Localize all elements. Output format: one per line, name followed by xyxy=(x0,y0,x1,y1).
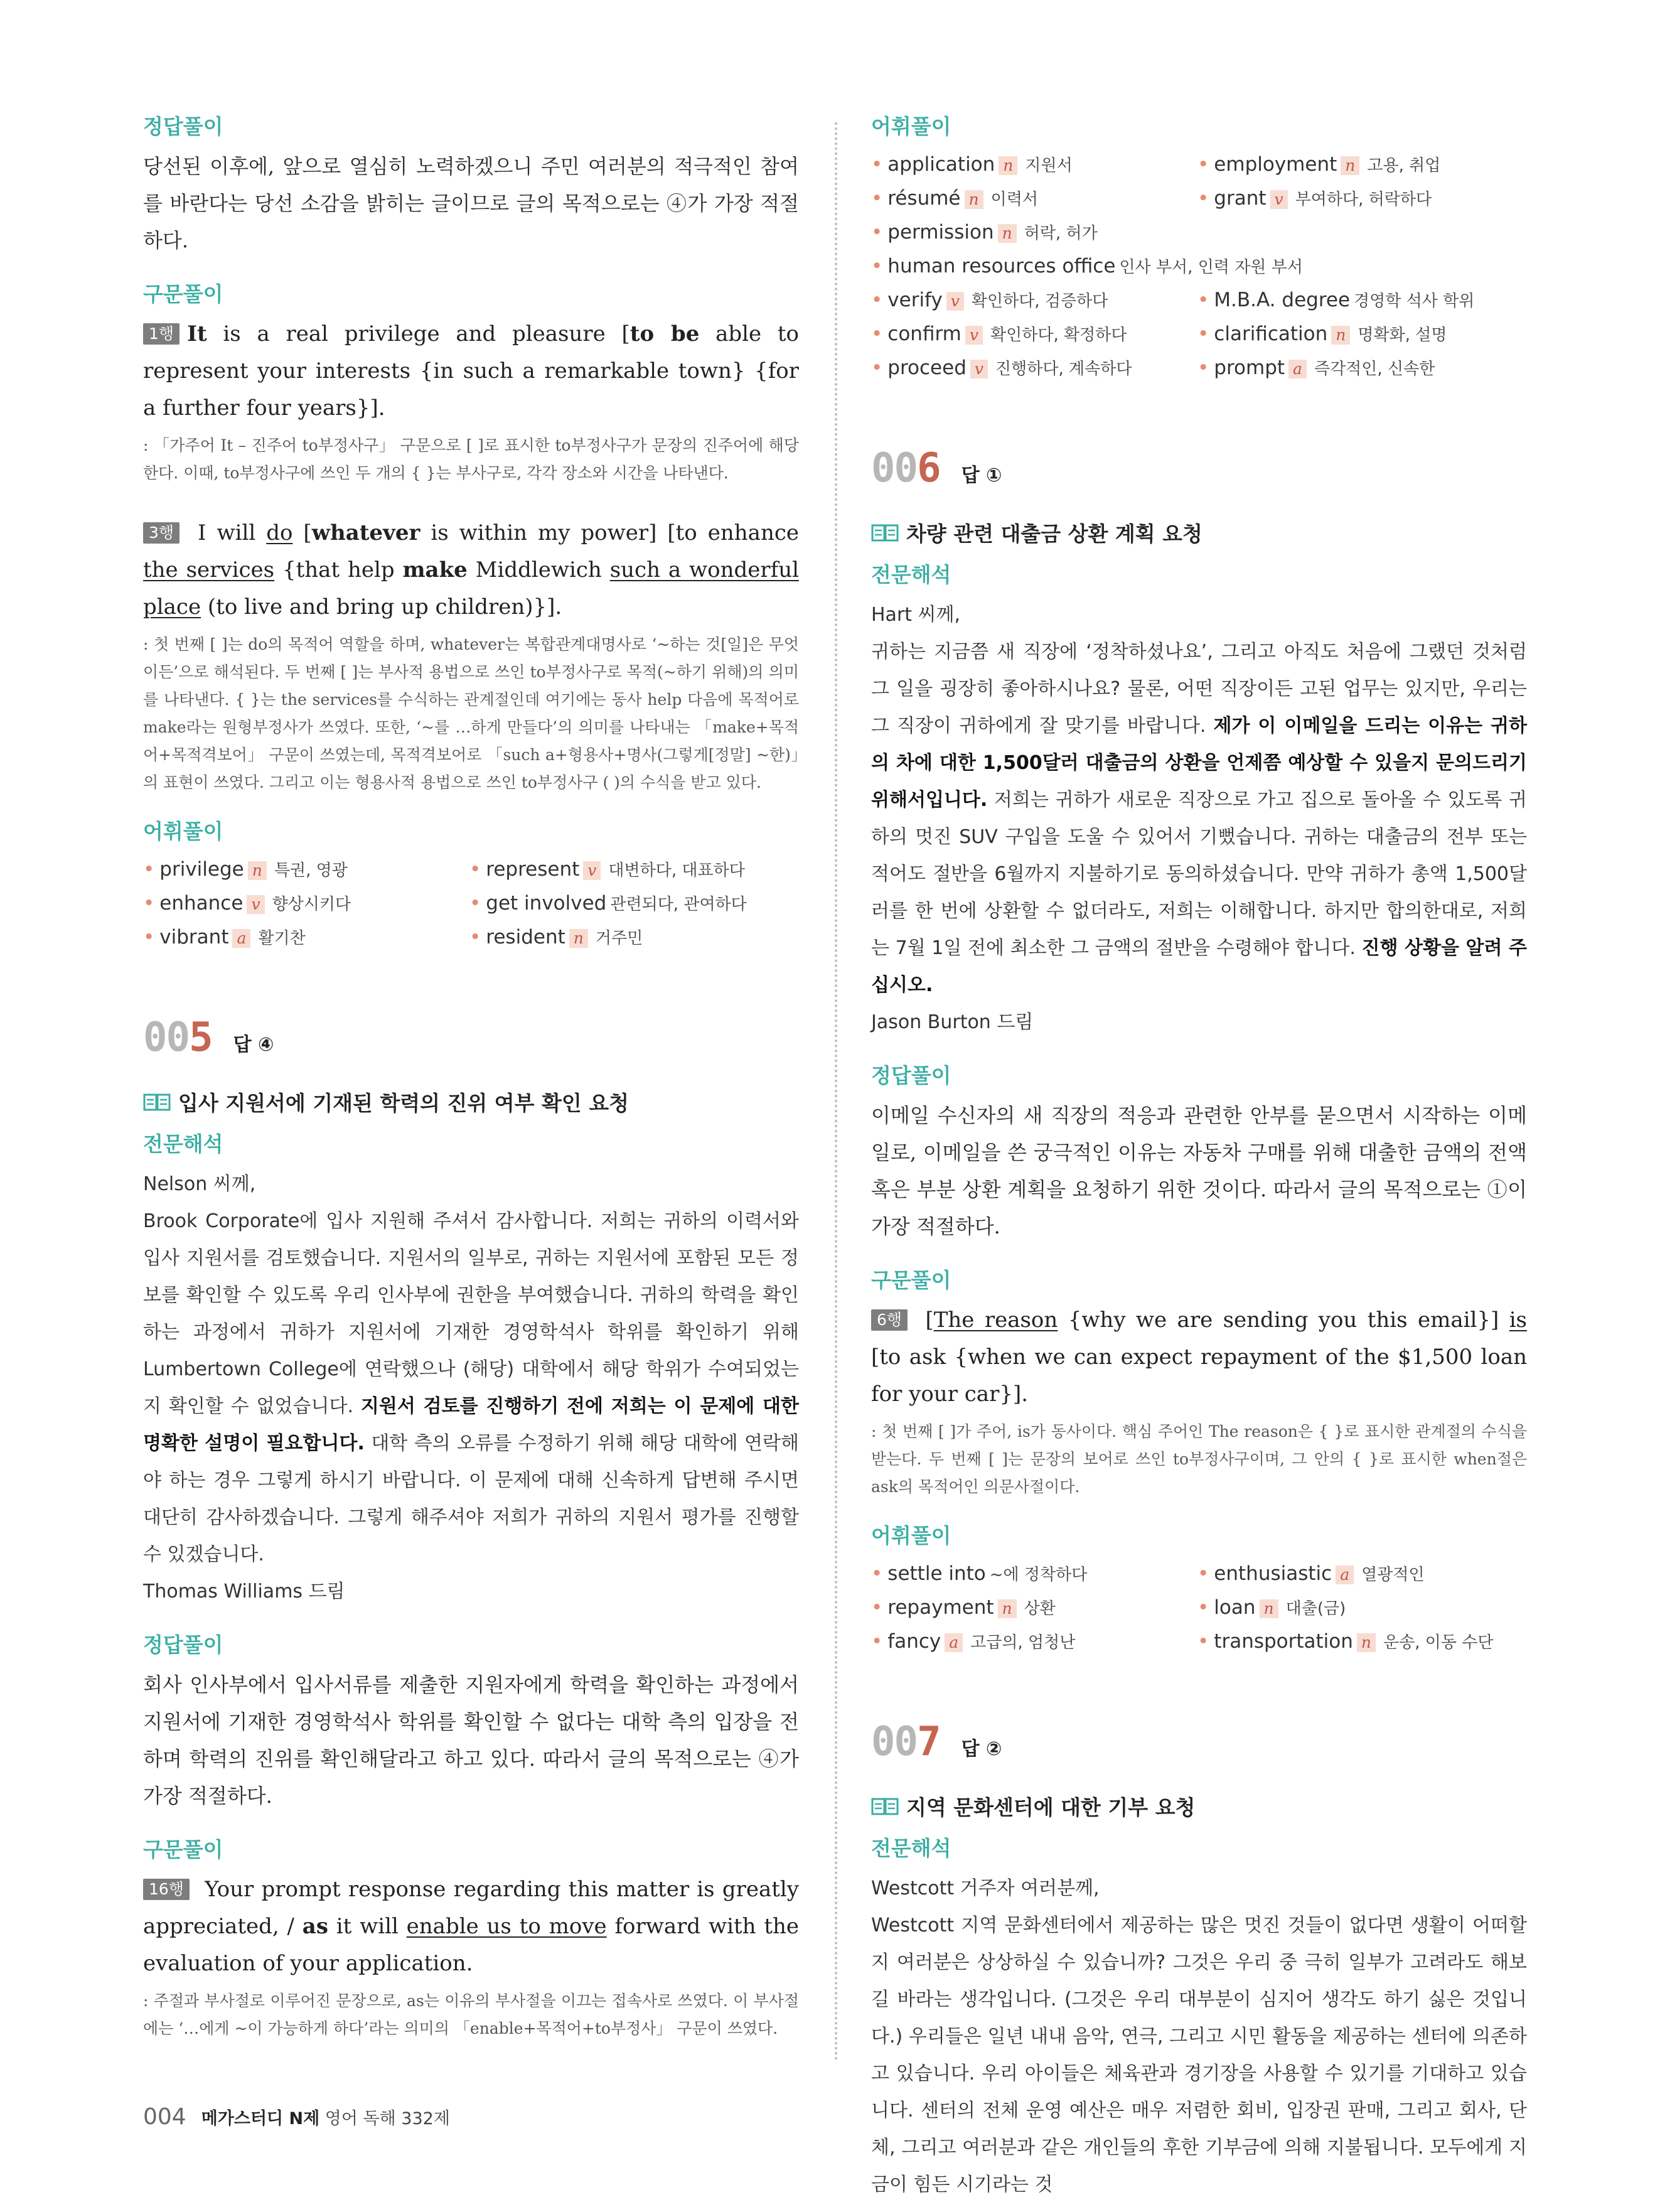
syntax-heading: 구문풀이 xyxy=(143,1837,223,1862)
part-of-speech-badge: n xyxy=(998,1599,1017,1618)
vocab-meaning: 고급의, 엄청난 xyxy=(970,1633,1076,1652)
vocab-item xyxy=(871,148,1197,182)
question-header-007 xyxy=(871,1719,1527,1769)
question-number: 007 xyxy=(871,1719,940,1765)
answer-explanation-heading: 정답풀이 xyxy=(871,1063,951,1088)
vocab-meaning: 확인하다, 검증하다 xyxy=(971,292,1108,311)
vocab-item xyxy=(871,1557,1197,1591)
vocab-meaning: 활기찬 xyxy=(258,929,306,948)
bullet-icon: • xyxy=(469,892,481,915)
translation-heading: 전문해석 xyxy=(143,1132,223,1156)
vocab-item xyxy=(1197,284,1524,318)
bullet-icon: • xyxy=(871,1562,883,1585)
book-icon xyxy=(871,1797,899,1816)
vocab-item xyxy=(1197,148,1524,182)
vocab-meaning: 대출(금) xyxy=(1285,1599,1346,1618)
example-sentence-2: 3행 I will do [whatever is within my power] [to enhance the services {that help make Middlewich such a wonderful place (to live and bring up children)}]. xyxy=(143,520,800,620)
bullet-icon: • xyxy=(143,858,155,881)
vocab-item xyxy=(871,1625,1197,1659)
left-column xyxy=(143,113,799,2043)
part-of-speech-badge: n xyxy=(1341,156,1359,175)
vocab-item xyxy=(871,216,1524,250)
vocab-word: represent xyxy=(486,858,580,881)
bullet-icon: • xyxy=(469,858,481,881)
vocab-item xyxy=(871,284,1197,318)
bullet-icon: • xyxy=(871,221,883,244)
answer-explanation-heading: 정답풀이 xyxy=(143,1633,223,1657)
vocab-word: human resources office xyxy=(887,255,1116,277)
vocab-item xyxy=(871,352,1197,385)
bullet-icon: • xyxy=(469,926,481,948)
vocab-item xyxy=(143,921,469,955)
translation-text: Hart 씨께, 귀하는 지금쯤 새 직장에 ‘정착하셨나요’, 그리고 아직도 처음에 그랬던 것처럼 그 일을 굉장히 좋아하시나요? 물론, 어떤 직장이든 고된 업무는 있지만, 우리는 그 직장이 귀하에게 잘 맞기를 바랍니다. 제가 이 이메일을 드리는 이유는 귀하의 차에 대한 1,500달러 대출금의 상환을 언제쯤 예상할 수 있을지 문의드리기 위해서입니다. 저희는 귀하가 새로운 직장으로 가고 집으로 돌아올 수 있도록 귀하의 멋진 SUV 구입을 도울 수 있어서 기뻤습니다. 귀하는 대출금의 전부 또는 적어도 절반을 6월까지 지불하기로 동의하셨습니다. 만약 귀하가 총액 1,500달러를 한 번에 상환할 수 없더라도, 저희는 이해합니다. 하지만 합의한대로, 저희는 7월 1일 전에 최소한 그 금액의 절반을 수령해야 합니다. 진행 상황을 알려 주십시오. Jason Burton 드림 xyxy=(871,604,1528,1033)
vocab-word: privilege xyxy=(159,858,244,881)
answer-explanation-text: 이메일 수신자의 새 직장의 적응과 관련한 안부를 묻으면서 시작하는 이메일로, 이메일을 쓴 궁극적인 이유는 자동차 구매를 위해 대출한 금액의 전액 혹은 부분 상환 계획을 요청하기 위한 것이다. 따라서 글의 목적으로는 ①이 가장 적절하다. xyxy=(871,1103,1527,1238)
vocab-meaning: 지원서 xyxy=(1025,156,1073,175)
vocab-meaning: 대변하다, 대표하다 xyxy=(608,861,745,880)
vocab-meaning: 고용, 취업 xyxy=(1367,156,1441,175)
vocabulary-heading: 어휘풀이 xyxy=(871,1523,951,1548)
part-of-speech-badge: n xyxy=(248,861,267,880)
vocabulary-list xyxy=(871,1557,1527,1659)
question-header-006 xyxy=(871,445,1527,495)
answer-label: 답 ① xyxy=(961,464,1002,486)
part-of-speech-badge: n xyxy=(965,190,983,209)
vocab-word: confirm xyxy=(887,323,961,345)
part-of-speech-badge: n xyxy=(1331,326,1350,345)
bullet-icon: • xyxy=(871,289,883,311)
vocab-item xyxy=(871,1591,1197,1625)
bullet-icon: • xyxy=(1197,289,1209,311)
vocab-item xyxy=(469,853,796,887)
vocab-meaning: 이력서 xyxy=(990,190,1038,209)
vocab-meaning: 상환 xyxy=(1024,1599,1056,1618)
vocab-word: permission xyxy=(887,221,994,244)
vocab-word: application xyxy=(887,153,995,176)
vocab-word: resident xyxy=(486,926,565,948)
vocab-word: enhance xyxy=(159,892,244,915)
vocab-word: proceed xyxy=(887,357,967,379)
book-brand: 메가스터디 N제 xyxy=(201,2109,320,2129)
vocab-word: loan xyxy=(1214,1596,1256,1619)
part-of-speech-badge: n xyxy=(999,156,1017,175)
vocab-meaning: 확인하다, 확정하다 xyxy=(990,326,1127,345)
vocab-meaning: 즉각적인, 신속한 xyxy=(1314,360,1435,379)
vocab-item xyxy=(469,921,796,955)
vocab-meaning: 운송, 이동 수단 xyxy=(1383,1633,1494,1652)
page-number: 004 xyxy=(143,2104,186,2130)
bullet-icon: • xyxy=(871,1630,883,1653)
part-of-speech-badge: a xyxy=(1288,360,1307,379)
part-of-speech-badge: a xyxy=(945,1633,963,1652)
book-icon xyxy=(871,523,899,542)
vocab-word: get involved xyxy=(486,892,607,915)
part-of-speech-badge: v xyxy=(583,861,601,880)
vocab-item xyxy=(871,318,1197,352)
bullet-icon: • xyxy=(871,255,883,277)
part-of-speech-badge: n xyxy=(998,224,1017,243)
answer-explanation-text: 당선된 이후에, 앞으로 열심히 노력하겠으니 주민 여러분의 적극적인 참여를 바란다는 당선 소감을 밝히는 글이므로 글의 목적으로는 ④가 가장 적절하다. xyxy=(143,154,799,252)
syntax-note-4: : 첫 번째 [ ]가 주어, is가 동사이다. 핵심 주어인 The reason은 { }로 표시한 관계절의 수식을 받는다. 두 번째 [ ]는 문장의 보어로 쓰인 to부정사구이며, 그 안의 { }로 표시한 when절은 ask의 목적어인 의문사절이다. xyxy=(871,1422,1527,1496)
vocab-word: prompt xyxy=(1214,357,1285,379)
vocab-word: transportation xyxy=(1214,1630,1353,1653)
question-number: 006 xyxy=(871,445,940,491)
answer-explanation-text: 회사 인사부에서 입사서류를 제출한 지원자에게 학력을 확인하는 과정에서 지원서에 기재한 경영학석사 학위를 확인할 수 없다는 대학 측의 입장을 전하며 학력의 진위를 확인해달라고 하고 있다. 따라서 글의 목적으로는 ④가 가장 적절하다. xyxy=(143,1673,799,1808)
part-of-speech-badge: a xyxy=(1336,1565,1354,1584)
question-title: 차량 관련 대출금 상환 계획 요청 xyxy=(871,518,1527,547)
bullet-icon: • xyxy=(1197,1562,1209,1585)
bullet-icon: • xyxy=(871,323,883,345)
vocab-meaning: 진행하다, 계속하다 xyxy=(995,360,1132,379)
vocab-item xyxy=(143,887,469,921)
translation-text: Westcott 거주자 여러분께, Westcott 지역 문화센터에서 제공하는 많은 멋진 것들이 없다면 생활이 어떠할지 여러분은 상상하실 수 있습니까? 그것은 우리 중 극히 일부가 고려라도 해보길 바라는 생각입니다. (그것은 우리 대부분이 심지어 생각도 하기 싫은 것입니다.) 우리들은 일년 내내 음악, 연극, 그리고 시민 활동을 제공하는 센터에 의존하고 있습니다. 우리 아이들은 체육관과 경기장을 사용할 수 있기를 기대하고 있습니다. 센터의 전체 운영 예산은 매우 저렴한 회비, 입장권 판매, 그리고 회사, 단체, 그리고 여러분과 같은 개인들의 후한 기부금에 의해 지불됩니다. 모두에게 지금이 힘든 시기라는 것 xyxy=(871,1877,1527,2196)
vocab-item xyxy=(1197,352,1524,385)
vocab-word: settle into xyxy=(887,1562,986,1585)
vocab-meaning: 특권, 영광 xyxy=(274,861,348,880)
vocab-word: fancy xyxy=(887,1630,941,1653)
vocab-meaning: 허락, 허가 xyxy=(1024,224,1098,243)
bullet-icon: • xyxy=(143,926,155,948)
bullet-icon: • xyxy=(871,153,883,176)
part-of-speech-badge: n xyxy=(1260,1599,1278,1618)
vocab-word: employment xyxy=(1214,153,1337,176)
answer-label: 답 ④ xyxy=(233,1034,274,1056)
right-column xyxy=(871,113,1527,2203)
bullet-icon: • xyxy=(1197,153,1209,176)
part-of-speech-badge: v xyxy=(247,895,264,914)
translation-heading: 전문해석 xyxy=(871,1836,951,1860)
bullet-icon: • xyxy=(871,357,883,379)
syntax-note-1: : 「가주어 It – 진주어 to부정사구」 구문으로 [ ]로 표시한 to부정사구가 문장의 진주어에 해당한다. 이때, to부정사구에 쓰인 두 개의 { }는 부사구로, 각각 장소와 시간을 나타낸다. xyxy=(143,436,799,482)
question-title: 입사 지원서에 기재된 학력의 진위 여부 확인 요청 xyxy=(143,1087,799,1117)
bullet-icon: • xyxy=(1197,1596,1209,1619)
line-badge: 1행 xyxy=(143,323,179,345)
vocab-item xyxy=(143,853,469,887)
vocab-meaning: 향상시키다 xyxy=(272,895,351,914)
bullet-icon: • xyxy=(1197,187,1209,210)
vocab-item xyxy=(1197,1557,1524,1591)
vocab-meaning: 관련되다, 관여하다 xyxy=(610,895,747,914)
page-footer xyxy=(143,2104,450,2130)
syntax-note-3: : 주절과 부사절로 이루어진 문장으로, as는 이유의 부사절을 이끄는 접속사로 쓰였다. 이 부사절에는 ‘…에게 ~이 가능하게 하다’라는 의미의 「enable+목적어+to부정사」 구문이 쓰였다. xyxy=(143,1992,799,2038)
column-divider xyxy=(835,122,837,2062)
vocab-meaning: 부여하다, 허락하다 xyxy=(1295,190,1432,209)
question-title: 지역 문화센터에 대한 기부 요청 xyxy=(871,1791,1527,1821)
vocab-meaning: ~에 정착하다 xyxy=(989,1565,1088,1584)
bullet-icon: • xyxy=(1197,357,1209,379)
example-sentence-1: 1행 It is a real privilege and pleasure [to be able to represent your interests {in such a remarkable town} {for a further four years}]. xyxy=(143,321,799,421)
part-of-speech-badge: v xyxy=(1270,190,1288,209)
vocab-meaning: 인사 부서, 인력 자원 부서 xyxy=(1119,258,1303,277)
translation-text: Nelson 씨께, Brook Corporate에 입사 지원해 주셔서 감사합니다. 저희는 귀하의 이력서와 입사 지원서를 검토했습니다. 지원서의 일부로, 귀하는 지원서에 포함된 모든 정보를 확인할 수 있도록 우리 인사부에 권한을 부여했습니다. 귀하의 학력을 확인하는 과정에서 귀하가 지원서에 기재한 경영학석사 학위를 확인하기 위해 Lumbertown College에 연락했으나 (해당) 대학에서 해당 학위가 수여되었는지 확인할 수 없었습니다. 지원서 검토를 진행하기 전에 저희는 이 문제에 대한 명확한 설명이 필요합니다. 대학 측의 오류를 수정하기 위해 해당 대학에 연락해야 하는 경우 그렇게 하시기 바랍니다. 이 문제에 대해 신속하게 답변해 주시면 대단히 감사하겠습니다. 그렇게 해주셔야 저희가 귀하의 지원서 평가를 진행할 수 있겠습니다. Thomas Williams 드림 xyxy=(143,1173,800,1603)
vocab-item xyxy=(1197,318,1524,352)
vocabulary-list xyxy=(871,148,1527,385)
vocab-word: grant xyxy=(1214,187,1267,210)
vocab-word: M.B.A. degree xyxy=(1214,289,1351,311)
vocab-word: verify xyxy=(887,289,943,311)
line-badge: 6행 xyxy=(871,1309,908,1331)
vocab-item xyxy=(1197,182,1524,216)
question-number: 005 xyxy=(143,1014,212,1061)
vocab-item xyxy=(871,250,1524,284)
line-badge: 16행 xyxy=(143,1879,190,1900)
answer-label: 답 ② xyxy=(961,1738,1002,1760)
bullet-icon: • xyxy=(1197,323,1209,345)
part-of-speech-badge: a xyxy=(232,929,250,948)
part-of-speech-badge: n xyxy=(569,929,588,948)
part-of-speech-badge: v xyxy=(970,360,988,379)
vocab-word: vibrant xyxy=(159,926,229,948)
part-of-speech-badge: v xyxy=(965,326,983,345)
vocab-meaning: 열광적인 xyxy=(1361,1565,1425,1584)
part-of-speech-badge: n xyxy=(1357,1633,1376,1652)
part-of-speech-badge: v xyxy=(946,292,964,311)
vocab-meaning: 거주민 xyxy=(595,929,643,948)
syntax-heading: 구문풀이 xyxy=(143,282,223,306)
vocab-word: clarification xyxy=(1214,323,1328,345)
vocab-meaning: 명확화, 설명 xyxy=(1358,326,1447,345)
syntax-note-2: : 첫 번째 [ ]는 do의 목적어 역할을 하며, whatever는 복합관계대명사로 ‘~하는 것[일]은 무엇이든’으로 해석된다. 두 번째 [ ]는 부사적 용법으로 쓰인 to부정사구로 목적(~하기 위해)의 의미를 나타낸다. { }는 the services를 수식하는 관계절인데 여기에는 동사 help 다음에 목적어로 make라는 원형부정사가 쓰였다. 또한, ‘~를 …하게 만들다’의 의미를 나타내는 「make+목적어+목적격보어」 구문이 쓰였는데, 목적격보어로 「such a+형용사+명사(그렇게[정말] ~한)」의 표현이 쓰였다. 그리고 이는 형용사적 용법으로 쓰인 to부정사구 ( )의 수식을 받고 있다. xyxy=(143,635,799,792)
syntax-heading: 구문풀이 xyxy=(871,1268,951,1292)
vocabulary-heading: 어휘풀이 xyxy=(871,114,951,139)
vocab-item xyxy=(469,887,796,921)
book-title: 영어 독해 332제 xyxy=(319,2109,450,2129)
line-badge: 3행 xyxy=(143,522,179,544)
vocab-item xyxy=(1197,1591,1524,1625)
vocab-word: résumé xyxy=(887,187,961,210)
example-sentence-4: 6행 [The reason {why we are sending you this email}] is [to ask {when we can expect repayment of the $1,500 loan for your car}]. xyxy=(871,1307,1528,1407)
bullet-icon: • xyxy=(143,892,155,915)
example-sentence-3: 16행 Your prompt response regarding this matter is greatly appreciated, / as it will enable us to move forward with the evaluation of your application. xyxy=(143,1877,799,1976)
vocabulary-list xyxy=(143,853,799,955)
vocab-word: repayment xyxy=(887,1596,994,1619)
translation-heading: 전문해석 xyxy=(871,562,951,587)
bullet-icon: • xyxy=(871,187,883,210)
bullet-icon: • xyxy=(1197,1630,1209,1653)
vocab-item xyxy=(871,182,1197,216)
bullet-icon: • xyxy=(871,1596,883,1619)
vocab-word: enthusiastic xyxy=(1214,1562,1332,1585)
vocab-item xyxy=(1197,1625,1524,1659)
vocab-meaning: 경영학 석사 학위 xyxy=(1354,292,1475,311)
answer-explanation-heading: 정답풀이 xyxy=(143,114,223,139)
vocabulary-heading: 어휘풀이 xyxy=(143,819,223,844)
question-header-005 xyxy=(143,1014,799,1065)
book-icon xyxy=(143,1093,171,1112)
